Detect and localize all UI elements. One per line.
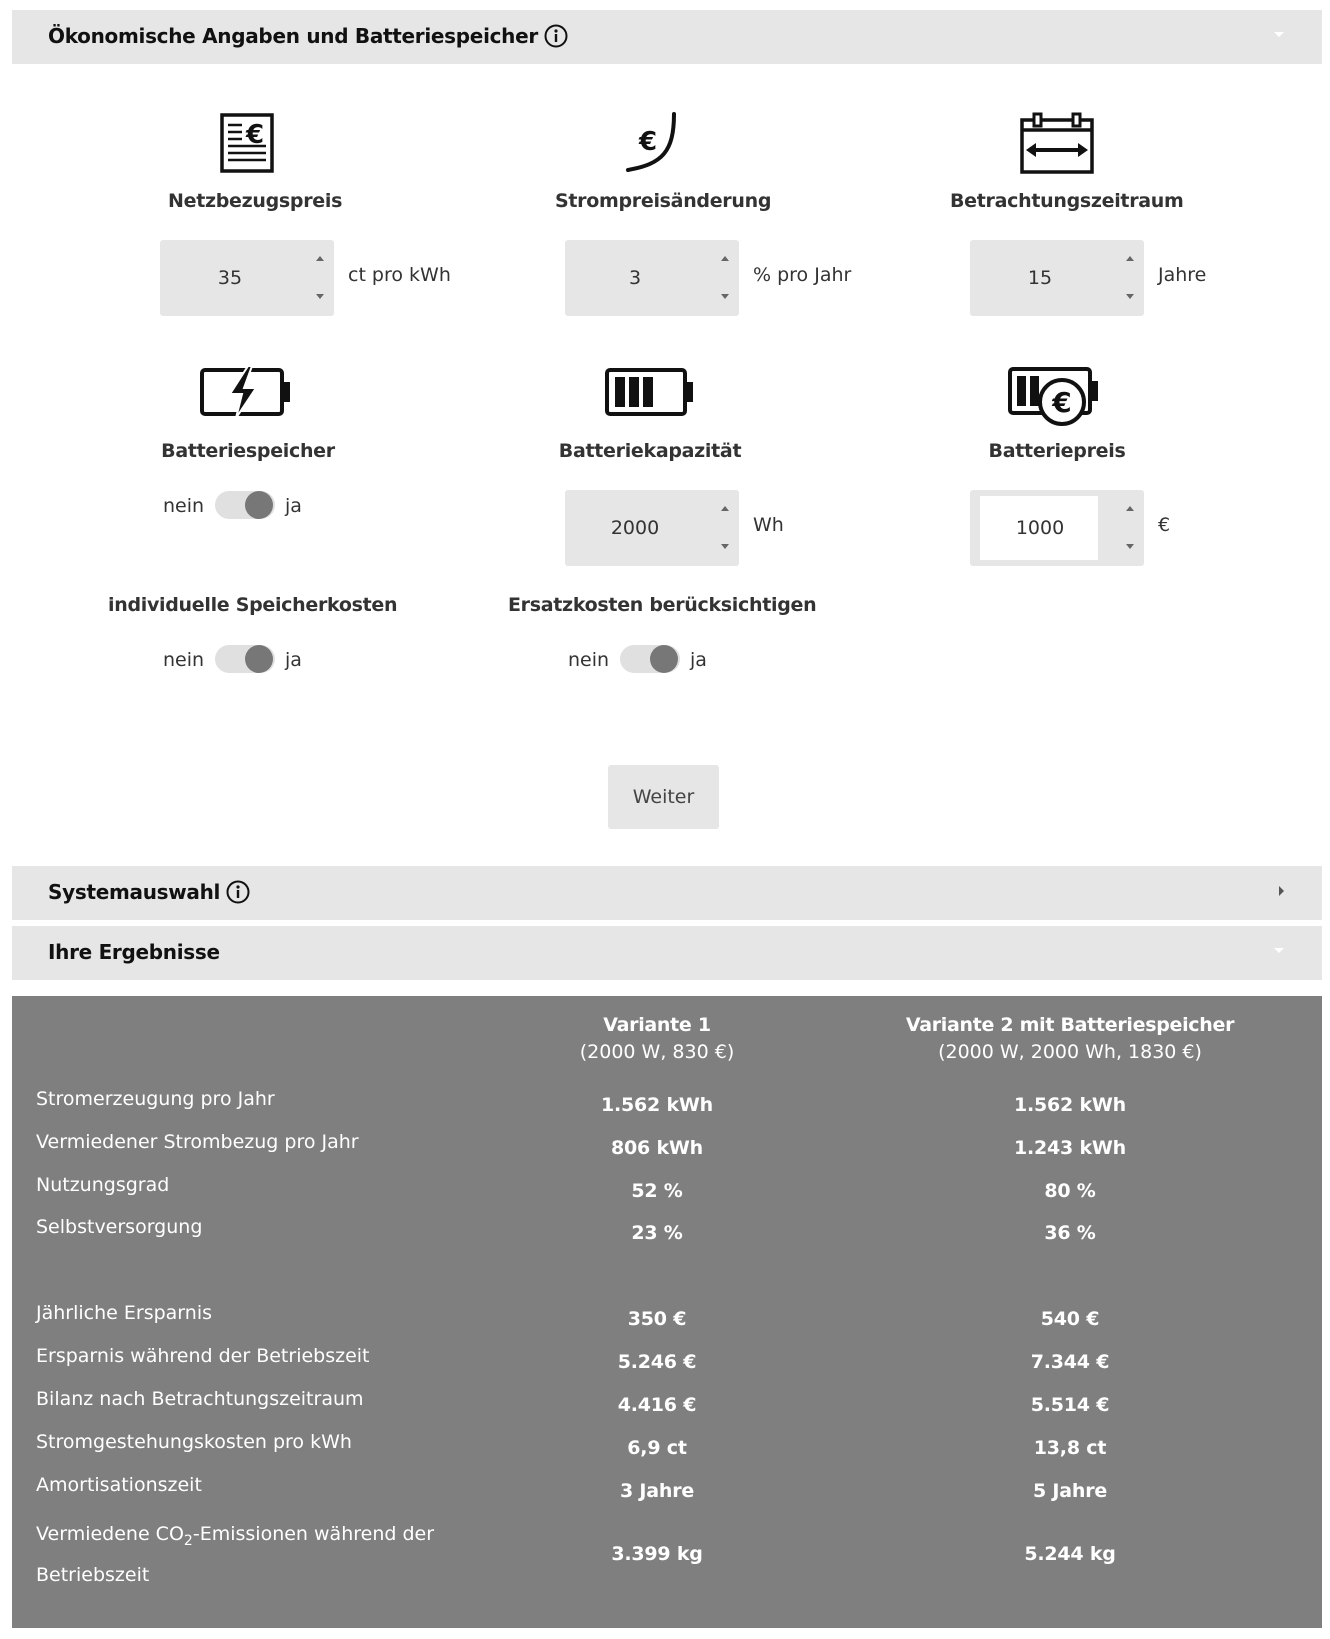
batteriepreis-label: Batteriepreis	[988, 440, 1126, 462]
svg-text:€: €	[245, 120, 265, 150]
strompreisaenderung-label: Strompreisänderung	[555, 190, 772, 212]
battery-charging-icon	[200, 366, 292, 418]
row-label: Bilanz nach Betrachtungszeitraum	[36, 1388, 364, 1410]
increment-icon[interactable]	[721, 256, 729, 261]
battery-full-icon	[605, 367, 695, 417]
toggle-knob	[245, 491, 273, 519]
section-header-economic[interactable]	[12, 10, 1322, 64]
netzbezugspreis-label: Netzbezugspreis	[168, 190, 343, 212]
section-title: Systemauswahl	[48, 880, 250, 904]
row-value-v1: 350 €	[627, 1308, 687, 1330]
decrement-icon[interactable]	[1126, 544, 1134, 549]
individuelle-ja: ja	[285, 649, 302, 671]
increment-icon[interactable]	[1126, 256, 1134, 261]
row-label: Amortisationszeit	[36, 1474, 202, 1496]
individuelle-nein: nein	[163, 649, 205, 671]
invoice-euro-icon	[220, 113, 274, 173]
ersatzkosten-toggle[interactable]	[620, 645, 680, 673]
svg-text:€: €	[638, 127, 658, 157]
section-header-systemauswahl[interactable]	[12, 866, 1322, 920]
increment-icon[interactable]	[1126, 506, 1134, 511]
strompreisaenderung-unit: % pro Jahr	[753, 264, 852, 286]
row-value-v1: 3 Jahre	[619, 1480, 695, 1502]
row-label: Ersparnis während der Betriebszeit	[36, 1345, 370, 1367]
info-icon[interactable]	[544, 24, 568, 48]
row-value-v2: 5 Jahre	[1032, 1480, 1108, 1502]
netzbezugspreis-unit: ct pro kWh	[348, 264, 451, 286]
row-value-v2: 1.243 kWh	[1013, 1137, 1127, 1159]
toggle-knob	[650, 645, 678, 673]
individuelle-speicherkosten-toggle[interactable]	[215, 645, 275, 673]
ersatzkosten-ja: ja	[690, 649, 707, 671]
results-table	[12, 996, 1322, 1628]
section-title: Ökonomische Angaben und Batteriespeicher	[48, 24, 568, 48]
row-value-v1: 1.562 kWh	[600, 1094, 714, 1116]
batteriekapazitaet-label: Batteriekapazität	[558, 440, 742, 462]
batteriepreis-input[interactable]: 1000	[970, 490, 1144, 566]
betrachtungszeitraum-unit: Jahre	[1158, 264, 1207, 286]
row-label: Selbstversorgung	[36, 1216, 203, 1238]
calendar-range-icon	[1020, 112, 1094, 174]
batteriespeicher-toggle[interactable]	[215, 491, 275, 519]
section-header-ergebnisse[interactable]	[12, 926, 1322, 980]
row-value-v2: 1.562 kWh	[1013, 1094, 1127, 1116]
batteriekapazitaet-unit: Wh	[753, 514, 784, 536]
strompreisaenderung-input[interactable]: 3	[565, 240, 739, 316]
section-title: Ihre Ergebnisse	[48, 940, 220, 964]
increment-icon[interactable]	[316, 256, 324, 261]
collapse-caret-icon[interactable]	[1274, 948, 1284, 953]
collapse-caret-icon[interactable]	[1274, 32, 1284, 37]
row-value-v1: 3.399 kg	[611, 1543, 703, 1565]
betrachtungszeitraum-input[interactable]: 15	[970, 240, 1144, 316]
row-value-v1: 23 %	[631, 1222, 683, 1244]
row-value-v1: 52 %	[631, 1180, 683, 1202]
row-value-v1: 4.416 €	[617, 1394, 697, 1416]
batteriespeicher-ja: ja	[285, 495, 302, 517]
variant1-header: Variante 1 (2000 W, 830 €)	[579, 1014, 735, 1063]
batteriespeicher-nein: nein	[163, 495, 205, 517]
toggle-knob	[245, 645, 273, 673]
row-label: Vermiedener Strombezug pro Jahr	[36, 1131, 359, 1153]
decrement-icon[interactable]	[1126, 294, 1134, 299]
row-value-v2: 80 %	[1044, 1180, 1096, 1202]
row-label-co2: Vermiedene $CO_2$-Emissionen während der Betriebszeit	[36, 1523, 435, 1586]
row-label: Nutzungsgrad	[36, 1174, 170, 1196]
decrement-icon[interactable]	[721, 544, 729, 549]
battery-euro-icon	[1008, 366, 1102, 428]
row-label: Stromerzeugung pro Jahr	[36, 1088, 275, 1110]
ersatzkosten-nein: nein	[568, 649, 610, 671]
decrement-icon[interactable]	[721, 294, 729, 299]
row-value-v1: 5.246 €	[617, 1351, 697, 1373]
expand-caret-icon[interactable]	[1279, 886, 1284, 896]
variant2-header: Variante 2 mit Batteriespeicher (2000 W, 2000 Wh, 1830 €)	[905, 1014, 1235, 1063]
euro-curve-icon	[622, 112, 678, 176]
row-value-v2: 36 %	[1044, 1222, 1096, 1244]
row-value-v2: 13,8 ct	[1033, 1437, 1107, 1459]
row-value-v2: 540 €	[1040, 1308, 1100, 1330]
row-value-v2: 5.514 €	[1030, 1394, 1110, 1416]
weiter-button[interactable]: Weiter	[608, 765, 719, 829]
batteriepreis-unit: €	[1158, 514, 1171, 536]
individuelle-speicherkosten-label: individuelle Speicherkosten	[108, 594, 398, 616]
row-value-v1: 806 kWh	[611, 1137, 703, 1159]
row-label: Jährliche Ersparnis	[36, 1302, 212, 1324]
svg-text:€: €	[1052, 386, 1072, 419]
batteriekapazitaet-input[interactable]: 2000	[565, 490, 739, 566]
decrement-icon[interactable]	[316, 294, 324, 299]
ersatzkosten-label: Ersatzkosten berücksichtigen	[508, 594, 817, 616]
info-icon[interactable]	[226, 880, 250, 904]
batteriespeicher-label: Batteriespeicher	[161, 440, 335, 462]
betrachtungszeitraum-label: Betrachtungszeitraum	[950, 190, 1184, 212]
increment-icon[interactable]	[721, 506, 729, 511]
row-label: Stromgestehungskosten pro kWh	[36, 1431, 352, 1453]
row-value-v1: 6,9 ct	[627, 1437, 687, 1459]
row-value-v2: 5.244 kg	[1024, 1543, 1116, 1565]
row-value-v2: 7.344 €	[1030, 1351, 1110, 1373]
netzbezugspreis-input[interactable]: 35	[160, 240, 334, 316]
